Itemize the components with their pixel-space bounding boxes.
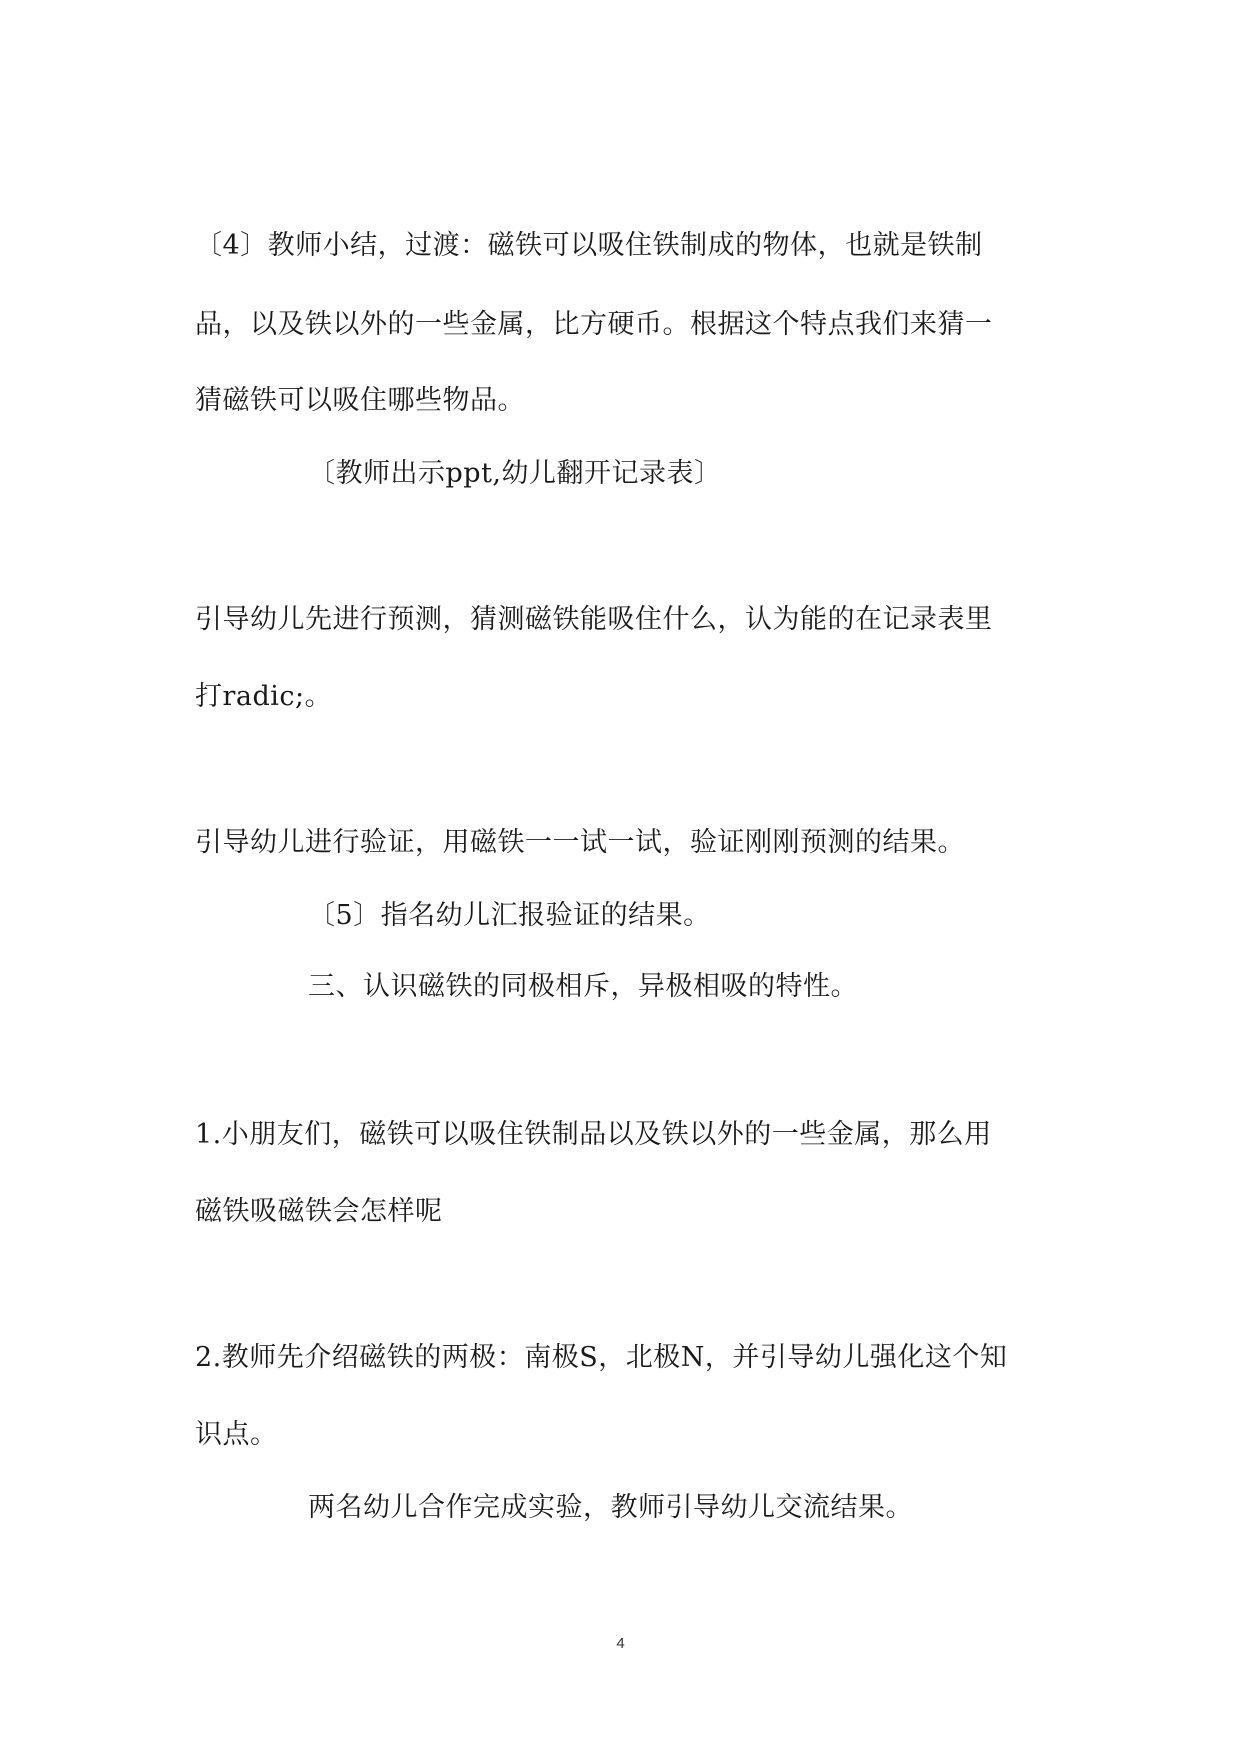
ppt-instruction-line: 〔教师出示ppt,幼儿翻开记录表〕 — [308, 458, 722, 489]
item-2-line-2: 识点。 — [195, 1419, 278, 1450]
experiment-line: 两名幼儿合作完成实验，教师引导幼儿交流结果。 — [308, 1492, 913, 1523]
verify-line: 引导幼儿进行验证，用磁铁一一试一试，验证刚刚预测的结果。 — [195, 827, 965, 858]
paragraph-5-line: 〔5〕指名幼儿汇报验证的结果。 — [308, 900, 711, 931]
paragraph-4-line-3: 猜磁铁可以吸住哪些物品。 — [195, 385, 525, 416]
predict-line-1: 引导幼儿先进行预测，猜测磁铁能吸住什么，认为能的在记录表里 — [195, 604, 993, 635]
item-2-line-1: 2.教师先介绍磁铁的两极：南极S，北极N，并引导幼儿强化这个知 — [195, 1342, 1008, 1373]
item-1-line-1: 1.小朋友们，磁铁可以吸住铁制品以及铁以外的一些金属，那么用 — [195, 1119, 992, 1150]
paragraph-4-line-1: 〔4〕教师小结，过渡：磁铁可以吸住铁制成的物体，也就是铁制 — [195, 230, 983, 261]
predict-line-2: 打radic;。 — [195, 681, 333, 712]
item-1-line-2: 磁铁吸磁铁会怎样呢 — [195, 1196, 443, 1227]
paragraph-4-line-2: 品，以及铁以外的一些金属，比方硬币。根据这个特点我们来猜一 — [195, 309, 993, 340]
section-3-heading: 三、认识磁铁的同极相斥，异极相吸的特性。 — [308, 971, 858, 1002]
page-number: 4 — [616, 1635, 625, 1652]
